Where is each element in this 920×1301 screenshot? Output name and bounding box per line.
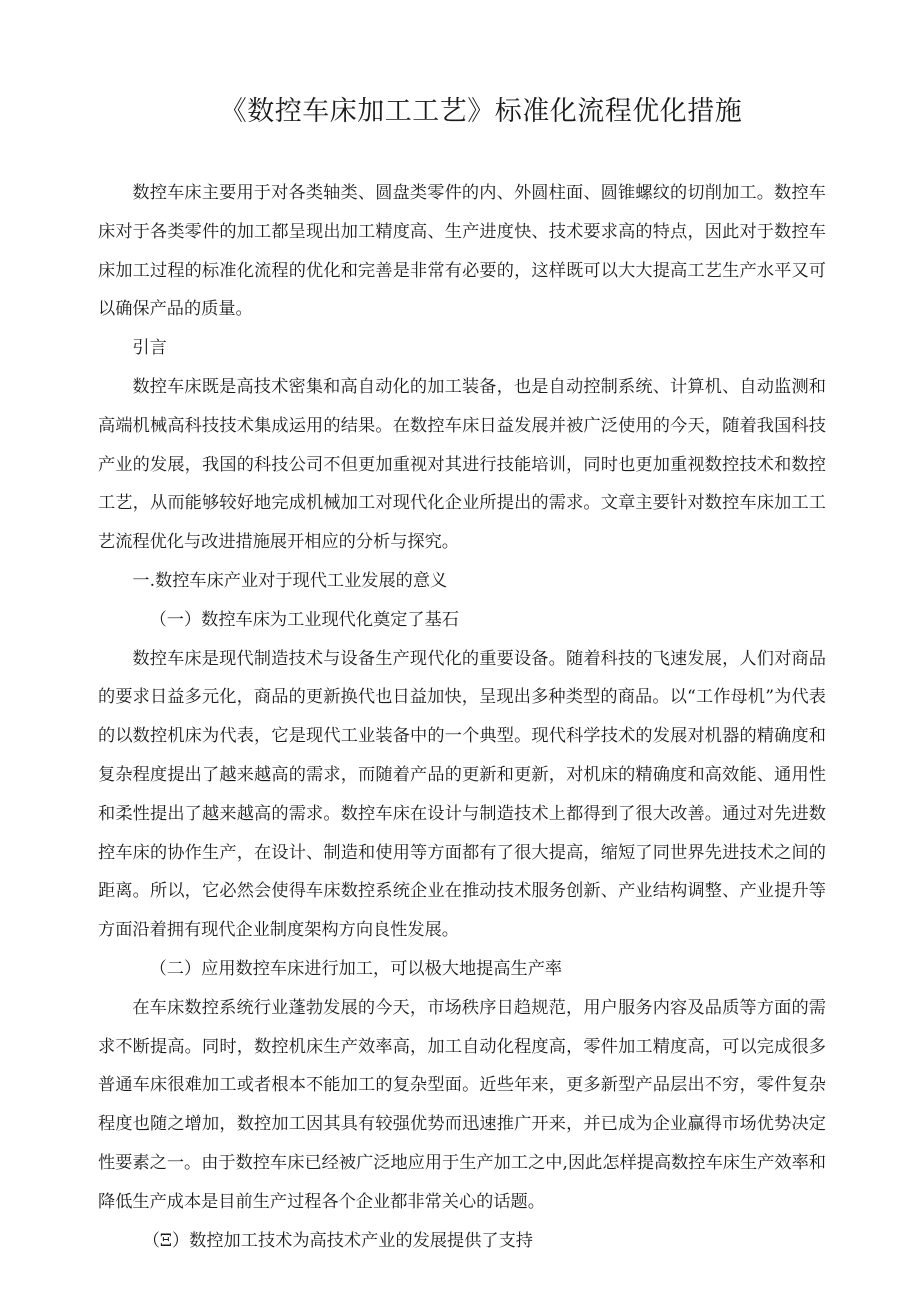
document-title: 《数控车床加工工艺》标准化流程优化措施 xyxy=(219,96,743,127)
section-heading: 一.数控车床产业对于现代工业发展的意义 xyxy=(132,570,448,591)
abstract-paragraph: 数控车床主要用于对各类轴类、圆盘类零件的内、外圆柱面、圆锥螺纹的切削加工。数控车床对于各类零件的加工都呈现出加工精度高、生产进度快、技术要求高的特点，因此对于数控车床加工过程的标准化流程的优化和完善是非常有必要的，这样既可以大大提高工艺生产水平又可以确保产品的质量。 xyxy=(98,183,826,320)
intro-heading: 引言 xyxy=(132,338,167,359)
subsection-heading: （一）数控车床为工业现代化奠定了基石 xyxy=(149,609,459,630)
subsection-heading: （二）应用数控车床进行加工，可以极大地提高生产率 xyxy=(149,958,563,979)
document-body xyxy=(98,174,826,1260)
body-paragraph: 数控车床是现代制造技术与设备生产现代化的重要设备。随着科技的飞速发展，人们对商品的要求日益多元化，商品的更新换代也日益加快，呈现出多种类型的商品。以“工作母机”为代表的以数控机床为代表，它是现代工业装备中的一个典型。现代科学技术的发展对机器的精确度和复杂程度提出了越来越高的需求，而随着产品的更新和更新，对机床的精确度和高效能、通用性和柔性提出了越来越高的需求。数控车床在设计与制造技术上都得到了很大改善。通过对先进数控车床的协作生产，在设计、制造和使用等方面都有了很大提高，缩短了同世界先进技术之间的距离。所以，它必然会使得车床数控系统企业在推动技术服务创新、产业结构调整、产业提升等方面沿着拥有现代企业制度架构方向良性发展。 xyxy=(98,648,826,941)
body-paragraph: 在车床数控系统行业蓬勃发展的今天，市场秩序日趋规范，用户服务内容及品质等方面的需求不断提高。同时，数控机床生产效率高，加工自动化程度高，零件加工精度高，可以完成很多普通车床很难加工或者根本不能加工的复杂型面。近些年来，更多新型产品层出不穷，零件复杂程度也随之增加，数控加工因其具有较强优势而迅速推广开来，并已成为企业赢得市场优势决定性要素之一。由于数控车床已经被广泛地应用于生产加工之中,因此怎样提高数控车床生产效率和降低生产成本是目前生产过程各个企业都非常关心的话题。 xyxy=(98,997,826,1212)
intro-paragraph: 数控车床既是高技术密集和高自动化的加工装备，也是自动控制系统、计算机、自动监测和高端机械高科技技术集成运用的结果。在数控车床日益发展并被广泛使用的今天，随着我国科技产业的发展，我国的科技公司不但更加重视对其进行技能培训，同时也更加重视数控技术和数控工艺，从而能够较好地完成机械加工对现代化企业所提出的需求。文章主要针对数控车床加工工艺流程优化与改进措施展开相应的分析与探究。 xyxy=(98,376,826,553)
subsection-heading: （Ξ）数控加工技术为高技术产业的发展提供了支持 xyxy=(142,1230,533,1251)
